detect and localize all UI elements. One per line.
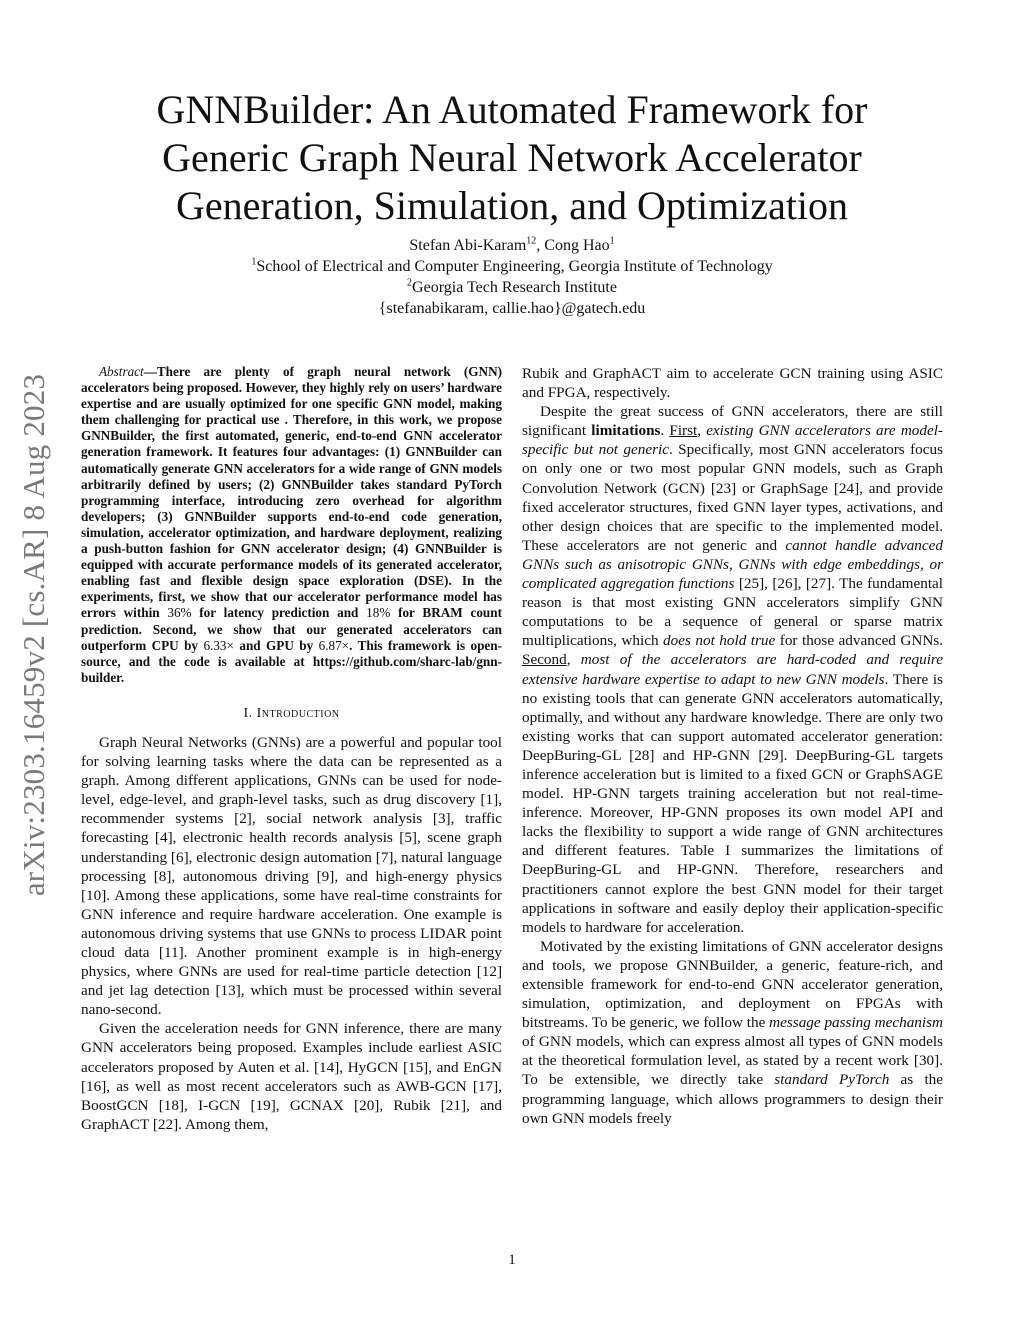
author-block <box>100 235 924 319</box>
title-line: Generation, Simulation, and Optimization <box>175 183 849 228</box>
paragraph: Rubik and GraphACT aim to accelerate GCN training using ASIC and FPGA, respectively. <box>522 365 943 402</box>
arxiv-identifier: arXiv:2303.16459v2 [cs.AR] 8 Aug 2023 <box>16 373 51 897</box>
title-line: Generic Graph Neural Network Accelerator <box>162 135 862 180</box>
paragraph: Graph Neural Networks (GNNs) are a powerful and popular tool for solving learning tasks where the data can be represented as a graph. Among different applications, GNNs can be used for node-level, edge-level, and graph-level tasks, such as drug discovery [1], recommender systems [2], social network analysis [3], traffic forecasting [4], electronic health records analysis [5], scene graph understanding [6], electronic design automation [7], natural language processing [8], autonomous driving [9], and high-energy physics [10]. Among these applications, some have real-time constraints for GNN inference and require hardware acceleration. One example is autonomous driving systems that use GNNs to process LIDAR point cloud data [11]. Another prominent example is in high-energy physics, where GNNs are used for real-time particle detection [12] and jet lag detection [13], which must be processed within several nano-second. <box>81 733 502 1019</box>
affiliation: $^1$School of Electrical and Computer Engineering, Georgia Institute of Technology <box>251 256 773 275</box>
abstract-label: Abstract <box>99 364 144 379</box>
abstract: Abstract—There are plenty of graph neural network (GNN) accelerators being proposed. However, they highly rely on users’ hardware expertise and are usually optimized for one specific GNN model, making them challenging for practical use . Therefore, in this work, we propose GNNBuilder, the first automated, generic, end-to-end GNN accelerator generation framework. It features four advantages: (1) GNNBuilder can automatically generate GNN accelerators for a wide range of GNN models arbitrarily defined by users; (2) GNNBuilder takes standard PyTorch programming interface, introducing zero overhead for algorithm developers; (3) GNNBuilder supports end-to-end code generation, simulation, accelerator optimization, and hardware deployment, realizing a push-button fashion for GNN accelerator design; (4) GNNBuilder is equipped with accurate performance models of its generated accelerator, enabling fast and flexible design space exploration (DSE). In the experiments, first, we show that our accelerator performance model has errors within 36% for latency prediction and 18% for BRAM count prediction. Second, we show that our generated accelerators can outperform CPU by 6.33× and GPU by 6.87×. This framework is open-source, and the code is available at https://github.com/sharc-lab/gnn-builder. <box>81 364 502 685</box>
author-name: Cong Hao <box>544 237 610 254</box>
author-names: Stefan Abi-Karam$^{12}$, Cong Hao$^1$ <box>409 235 615 254</box>
paragraph: Despite the great success of GNN accelerators, there are still significant limitations. First, existing GNN accelerators are model-specific but not generic. Specifically, most GNN accelerators focus on only one or two most popular GNN models, such as Graph Convolution Network (GCN) [23] or GraphSage [24], and provide fixed accelerator structures, fixed GNN layer types, activations, and other design choices that are specific to the implemented model. These accelerators are not generic and cannot handle advanced GNNs such as anisotropic GNNs, GNNs with edge embeddings, or complicated aggregation functions [25], [26], [27]. The fundamental reason is that most existing GNN accelerators simplify GNN computations to be a sequence of general or sparse matrix multiplications, which does not hold true for those advanced GNNs. Second, most of the accelerators are hard-coded and require extensive hardware expertise to adapt to new GNN models. There is no existing tools that can generate GNN accelerators automatically, optimally, and without any hardware knowledge. There are only two existing works that can support automated accelerator generation: DeepBuring-GL [28] and HP-GNN [29]. DeepBuring-GL targets inference acceleration but is limited to a fixed GCN or GraphSAGE model. HP-GNN targets training acceleration but not real-time-inference. Moreover, HP-GNN proposes its own model API and lacks the flexibility to support a wide range of GNN architectures and different features. Table I summarizes the limitations of DeepBuring-GL and HP-GNN. Therefore, researchers and practitioners cannot explore the best GNN model for their target applications in software and easily deploy their application-specific models to hardware for acceleration. <box>522 403 944 936</box>
author-affil-mark: 12 <box>526 235 537 247</box>
right-column <box>522 364 943 1128</box>
author-email: {stefanabikaram, callie.hao}@gatech.edu <box>378 300 646 317</box>
left-column <box>81 364 502 1134</box>
author-affil-mark: 1 <box>609 235 615 247</box>
title-line: GNNBuilder: An Automated Framework for <box>156 87 868 132</box>
author-name: Stefan Abi-Karam <box>409 237 527 254</box>
paper-title <box>100 86 924 230</box>
section-heading: I. Introduction <box>243 705 340 721</box>
paragraph: Given the acceleration needs for GNN inference, there are many GNN accelerators being proposed. Examples include earliest ASIC accelerators proposed by Auten et al. [14], HyGCN [15], and EnGN [16], as well as most recent accelerators such as AWB-GCN [17], BoostGCN [18], I-GCN [19], GCNAX [20], Rubik [21], and GraphACT [22]. Among them, <box>81 1020 502 1133</box>
paragraph: Motivated by the existing limitations of GNN accelerator designs and tools, we propose GNNBuilder, a generic, feature-rich, and extensible framework for end-to-end GNN accelerator generation, simulation, optimization, and deployment on FPGAs with bitstreams. To be generic, we follow the message passing mechanism of GNN models, which can express almost all types of GNN models at the theoretical formulation level, as stated by a recent work [30]. To be extensible, we directly take standard PyTorch as the programming language, which allows programmers to design their own GNN models freely <box>522 937 943 1127</box>
page-number: 1 <box>508 1252 516 1268</box>
affiliation: $^2$Georgia Tech Research Institute <box>407 277 617 296</box>
